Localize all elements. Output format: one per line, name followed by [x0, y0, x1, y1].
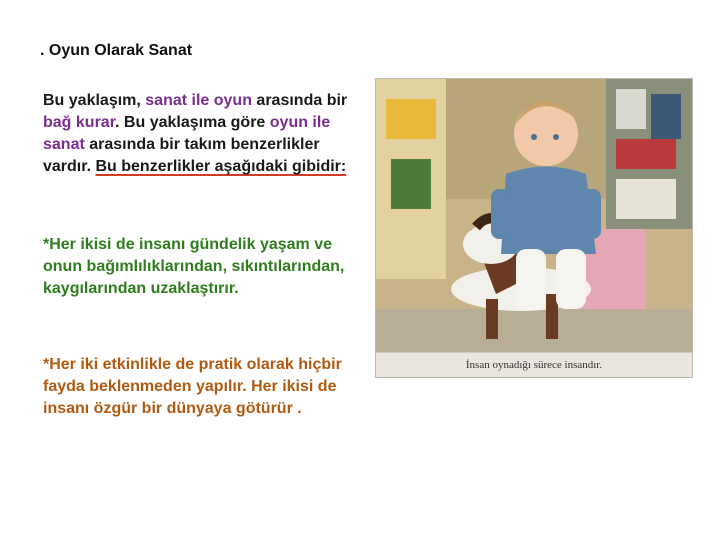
point-one: *Her ikisi de insanı gündelik yaşam ve onun bağımlılıklarından, sıkıntılarından, kaygılarından uzaklaştırır. [43, 236, 345, 297]
intro-highlight-bag-kurar: bağ kurar [43, 114, 116, 131]
photo-caption: İnsan oynadığı sürece insandır. [465, 359, 603, 371]
caption-bar [376, 352, 692, 377]
intro-paragraph [43, 90, 363, 178]
intro-underlined-text: Bu benzerlikler aşağıdaki gibidir: [95, 158, 347, 175]
intro-highlight-sanat-ile-oyun: sanat ile oyun [145, 92, 252, 109]
intro-text-2: arasında bir [251, 92, 348, 109]
intro-text-1: Bu yaklaşım, [43, 92, 146, 109]
intro-highlight-oyun-ile-sanat: oyun ile sanat [43, 114, 331, 153]
child-on-rocking-horse-photo [376, 79, 692, 353]
slide-title: . Oyun Olarak Sanat [40, 42, 193, 59]
photo-frame [376, 79, 692, 377]
point-two: *Her iki etkinlikle de pratik olarak hiçbir fayda beklenmeden yapılır. Her ikisi de insanı özgür bir dünyaya götürür . [43, 356, 342, 417]
intro-text-4: arasında bir takım benzerlikler vardır. [43, 136, 320, 175]
intro-text-3: . Bu yaklaşıma göre [115, 114, 270, 131]
